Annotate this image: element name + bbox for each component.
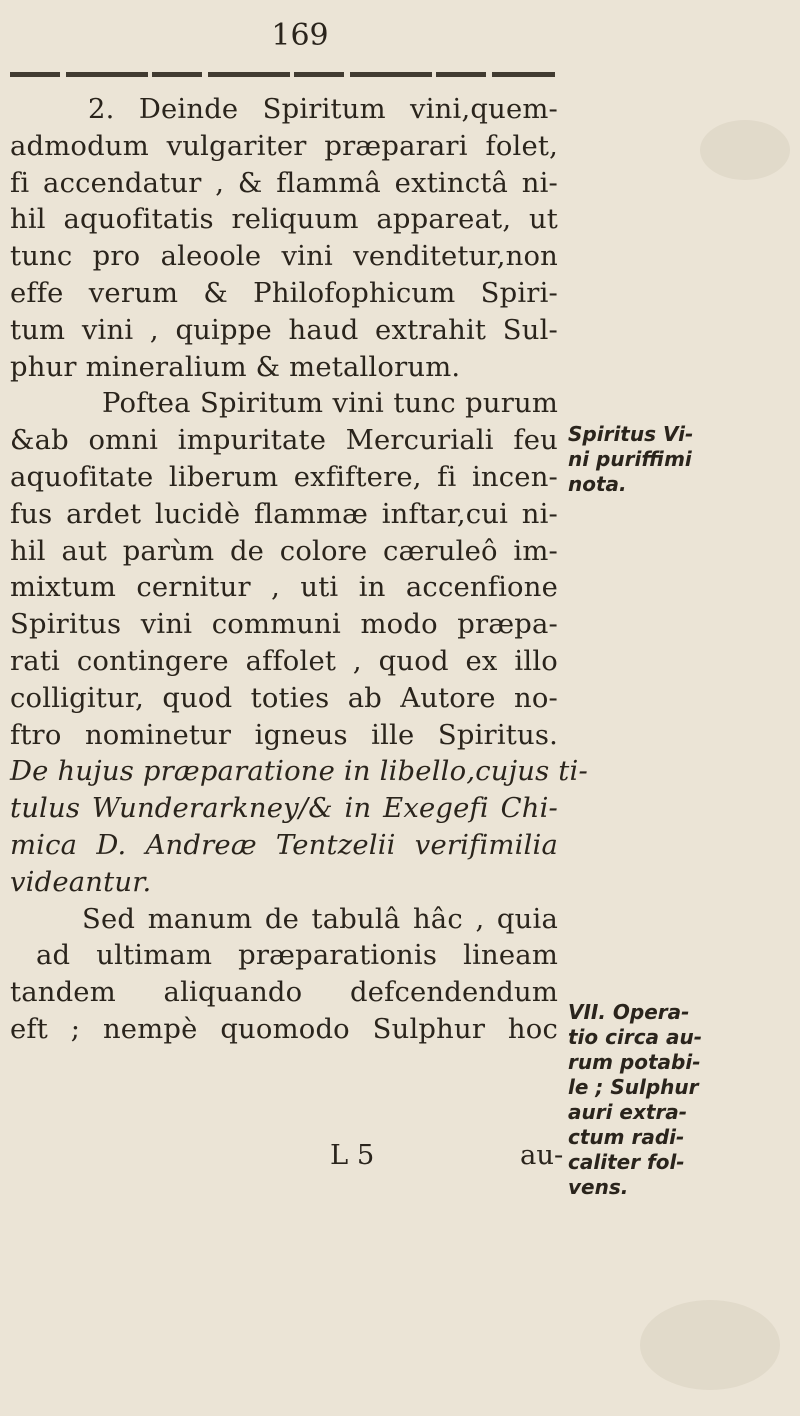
text-line: Poftea Spiritum vini tunc purum (102, 388, 558, 420)
text-line: 2. Deinde Spiritum vini,quem- (88, 94, 558, 125)
text-line: phur mineralium & metallorum. (10, 351, 461, 383)
text-line: tum vini , quippe haud extrahit Sul- (10, 314, 558, 346)
margin-note-line: ni puriffimi (568, 447, 692, 471)
text-line: fus ardet lucidè flammæ inftar,cui ni- (10, 498, 558, 530)
page-number: 169 (271, 18, 329, 53)
text-line: Sed manum de tabulâ hâc , quia (82, 903, 558, 935)
margin-note-line: tio circa au- (568, 1025, 703, 1049)
margin-note-line: vens. (568, 1175, 629, 1199)
paper-stain (700, 120, 790, 180)
margin-note-line: rum potabi- (568, 1050, 701, 1074)
text-line: Spiritus vini communi modo præpa- (10, 609, 558, 641)
text-line: eft ; nempè quomodo Sulphur hoc (10, 1013, 558, 1045)
text-line: aquofitate liberum exfiftere, fi incen- (10, 461, 558, 493)
signature-mark: L 5 (330, 1140, 375, 1171)
text-line: hil aquofitatis reliquum appareat, ut (10, 204, 558, 236)
margin-note-spiritus (568, 422, 793, 497)
margin-note-line: VII. Opera- (568, 1000, 690, 1024)
text-line: hil aut parùm de colore cæruleô im- (10, 535, 558, 567)
text-line-italic: videantur. (10, 866, 152, 898)
text-line: admodum vulgariter præparari folet, (10, 130, 558, 162)
margin-note-line: ctum radi- (568, 1125, 685, 1149)
text-line: rati contingere affolet , quod ex illo (10, 645, 558, 677)
text-line: tandem aliquando defcendendum (10, 977, 558, 1009)
text-line: fi accendatur , & flammâ extinctâ ni- (10, 167, 558, 199)
text-line-italic: mica D. Andreæ Tentzelii verifimilia (10, 829, 558, 861)
text-line-italic: tulus Wunderarkney/& in Exegefi Chi- (10, 793, 558, 825)
paper-stain (640, 1300, 780, 1390)
text-line: tunc pro aleoole vini venditetur,non (10, 241, 558, 273)
text-line: effe verum & Philofophicum Spiri- (10, 277, 558, 309)
main-text (10, 92, 588, 1049)
margin-note-line: nota. (568, 472, 627, 496)
margin-note-line: caliter fol- (568, 1150, 685, 1174)
header-rule (10, 72, 555, 77)
catchword: au- (520, 1140, 564, 1171)
text-line: &ab omni impuritate Mercuriali feu (10, 425, 558, 457)
catchword-line (10, 1140, 564, 1177)
text-line: ad ultimam præparationis lineam (36, 940, 558, 972)
text-line-italic: De hujus præparatione in libello,cujus ti- (10, 756, 588, 788)
margin-note-line: auri extra- (568, 1100, 688, 1124)
margin-note-line: Spiritus Vi- (568, 422, 694, 446)
margin-note-operatio (568, 1000, 793, 1200)
margin-note-line: le ; Sulphur (568, 1075, 699, 1099)
text-line: colligitur, quod toties ab Autore no- (10, 682, 558, 714)
text-line: ftro nominetur igneus ille Spiritus. (10, 719, 558, 751)
text-line: mixtum cernitur , uti in accenfione (10, 572, 558, 604)
